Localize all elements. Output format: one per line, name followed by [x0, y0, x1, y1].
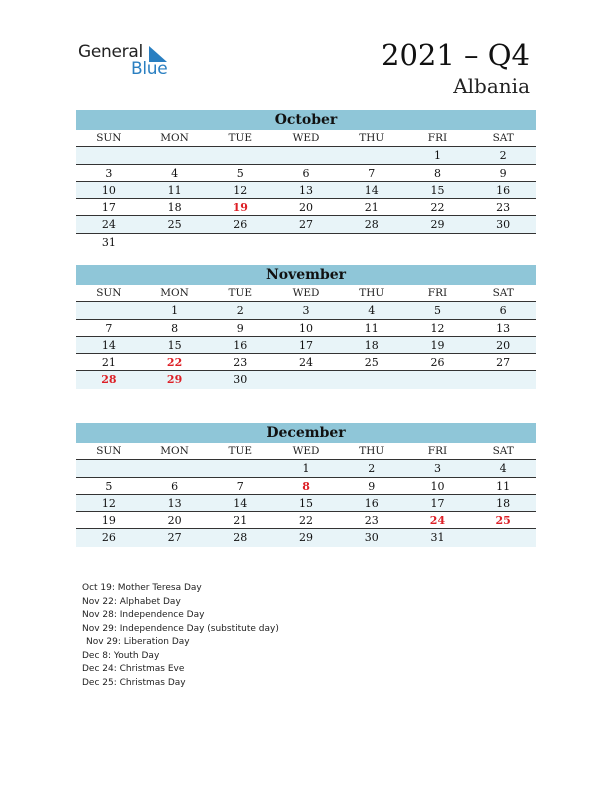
day-cell: 17 [299, 338, 314, 352]
month-december [76, 423, 536, 547]
day-cell: 5 [433, 304, 441, 318]
empty-cell [405, 234, 471, 251]
day-cell: 28 [233, 531, 248, 545]
month-header: November [76, 265, 536, 285]
day-cell: 24 [299, 356, 314, 370]
week-row [76, 337, 536, 354]
day-cell: 17 [430, 496, 445, 510]
weekday-label: SUN [96, 132, 122, 144]
day-cell: 27 [299, 218, 314, 232]
day-cell: 15 [167, 338, 182, 352]
day-cell: 18 [496, 496, 511, 510]
day-cell: 7 [105, 321, 113, 335]
empty-cell [76, 147, 142, 163]
empty-cell [207, 460, 273, 476]
day-cell: 30 [233, 373, 248, 387]
empty-cell [273, 147, 339, 163]
day-cell: 23 [496, 201, 511, 215]
day-cell: 15 [299, 496, 314, 510]
week-row [76, 460, 536, 477]
day-cell: 12 [430, 321, 445, 335]
day-cell: 3 [302, 304, 310, 318]
logo [78, 42, 178, 82]
day-cell: 6 [499, 304, 507, 318]
logo-blue-text: Blue [131, 59, 168, 79]
empty-cell [470, 371, 536, 388]
day-cell: 7 [368, 166, 376, 180]
day-cell: 27 [167, 531, 182, 545]
holiday-note: Nov 28: Independence Day [82, 610, 205, 620]
weekday-label: SAT [492, 287, 514, 299]
day-cell: 16 [233, 338, 248, 352]
week-row [76, 182, 536, 199]
holiday-note: Dec 8: Youth Day [82, 650, 160, 661]
weekday-label: FRI [427, 287, 448, 299]
day-cell: 26 [233, 218, 248, 232]
day-cell: 28 [364, 218, 379, 232]
day-cell: 8 [302, 479, 310, 493]
day-cell: 11 [364, 321, 379, 335]
day-cell: 18 [167, 201, 182, 215]
week-row [76, 302, 536, 319]
day-cell: 15 [430, 183, 445, 197]
week-row [76, 320, 536, 337]
empty-cell [207, 147, 273, 163]
day-cell: 2 [368, 462, 376, 476]
weekday-label: TUE [228, 287, 253, 299]
day-cell: 31 [430, 531, 445, 545]
day-cell: 13 [496, 321, 511, 335]
empty-cell [142, 147, 208, 163]
day-cell: 1 [433, 149, 441, 163]
country-name: Albania [453, 74, 530, 98]
day-cell: 12 [101, 496, 116, 510]
weekday-row [76, 443, 536, 460]
weekday-label: SAT [492, 132, 514, 144]
weekday-label: TUE [228, 445, 253, 457]
weekday-label: THU [359, 445, 385, 457]
weekday-label: SAT [492, 445, 514, 457]
day-cell: 5 [236, 166, 244, 180]
empty-cell [273, 234, 339, 251]
week-row [76, 199, 536, 216]
day-cell: 9 [236, 321, 244, 335]
day-cell: 8 [171, 321, 179, 335]
week-row [76, 354, 536, 371]
day-cell: 23 [364, 514, 379, 528]
month-october [76, 110, 536, 251]
day-cell: 25 [364, 356, 379, 370]
day-cell: 30 [364, 531, 379, 545]
day-cell: 14 [364, 183, 379, 197]
day-cell: 16 [364, 496, 379, 510]
day-cell: 2 [236, 304, 244, 318]
weekday-label: THU [359, 287, 385, 299]
weekday-label: FRI [427, 132, 448, 144]
day-cell: 25 [167, 218, 182, 232]
holiday-note: Dec 24: Christmas Eve [82, 664, 185, 674]
day-cell: 29 [430, 218, 445, 232]
holiday-note: Nov 29: Independence Day (substitute day) [82, 623, 279, 634]
weekday-row [76, 285, 536, 302]
weekday-label: FRI [427, 445, 448, 457]
day-cell: 8 [433, 166, 441, 180]
day-cell: 13 [299, 183, 314, 197]
weekday-label: SUN [96, 287, 122, 299]
empty-cell [405, 371, 471, 388]
day-cell: 27 [496, 356, 511, 370]
weekday-label: MON [160, 445, 189, 457]
holiday-notes [82, 582, 279, 690]
empty-cell [142, 460, 208, 476]
week-row [76, 529, 536, 546]
day-cell: 1 [171, 304, 179, 318]
day-cell: 20 [496, 338, 511, 352]
day-cell: 31 [101, 235, 116, 249]
day-cell: 22 [166, 356, 183, 370]
day-cell: 4 [171, 166, 179, 180]
empty-cell [470, 529, 536, 546]
weekday-label: THU [359, 132, 385, 144]
week-row [76, 234, 536, 251]
day-cell: 14 [101, 338, 116, 352]
day-cell: 24 [101, 218, 116, 232]
day-cell: 22 [430, 201, 445, 215]
day-cell: 19 [232, 201, 248, 215]
day-cell: 21 [364, 201, 379, 215]
day-cell: 3 [105, 166, 113, 180]
empty-cell [76, 460, 142, 476]
day-cell: 24 [429, 514, 446, 528]
day-cell: 18 [364, 338, 379, 352]
day-cell: 21 [101, 356, 116, 370]
holiday-note: Oct 19: Mother Teresa Day [82, 583, 202, 593]
day-cell: 4 [368, 304, 376, 318]
weekday-row [76, 130, 536, 147]
day-cell: 5 [105, 479, 113, 493]
month-november [76, 265, 536, 389]
day-cell: 29 [299, 531, 314, 545]
day-cell: 19 [101, 514, 116, 528]
day-cell: 12 [233, 183, 248, 197]
day-cell: 28 [101, 373, 117, 387]
day-cell: 10 [299, 321, 314, 335]
day-cell: 21 [233, 514, 248, 528]
day-cell: 9 [368, 479, 376, 493]
day-cell: 17 [101, 201, 116, 215]
empty-cell [470, 234, 536, 251]
day-cell: 20 [167, 514, 182, 528]
day-cell: 10 [430, 479, 445, 493]
weekday-label: TUE [228, 132, 253, 144]
weekday-label: WED [292, 132, 320, 144]
empty-cell [339, 147, 405, 163]
empty-cell [76, 302, 142, 318]
day-cell: 3 [433, 462, 441, 476]
empty-cell [273, 371, 339, 388]
day-cell: 25 [495, 514, 511, 528]
day-cell: 6 [171, 479, 179, 493]
day-cell: 13 [167, 496, 182, 510]
day-cell: 20 [299, 201, 314, 215]
day-cell: 11 [167, 183, 182, 197]
logo-general-text: General [78, 42, 143, 62]
empty-cell [207, 234, 273, 251]
day-cell: 29 [166, 373, 183, 387]
day-cell: 4 [499, 462, 507, 476]
weekday-label: MON [160, 132, 189, 144]
day-cell: 16 [496, 183, 511, 197]
day-cell: 11 [496, 479, 511, 493]
week-row [76, 512, 536, 529]
week-row [76, 147, 536, 164]
empty-cell [339, 371, 405, 388]
day-cell: 14 [233, 496, 248, 510]
week-row [76, 216, 536, 233]
week-row [76, 371, 536, 388]
day-cell: 6 [302, 166, 310, 180]
week-row [76, 165, 536, 182]
empty-cell [142, 234, 208, 251]
day-cell: 22 [299, 514, 314, 528]
day-cell: 10 [101, 183, 116, 197]
day-cell: 9 [499, 166, 507, 180]
month-header: October [76, 110, 536, 130]
day-cell: 1 [302, 462, 310, 476]
holiday-note: Nov 22: Alphabet Day [82, 596, 181, 607]
weekday-label: MON [160, 287, 189, 299]
empty-cell [339, 234, 405, 251]
day-cell: 7 [236, 479, 244, 493]
page-title: 2021 – Q4 [381, 38, 530, 72]
week-row [76, 478, 536, 495]
month-header: December [76, 423, 536, 443]
day-cell: 26 [101, 531, 116, 545]
holiday-note: Dec 25: Christmas Day [82, 677, 186, 688]
day-cell: 26 [430, 356, 445, 370]
weekday-label: WED [292, 445, 320, 457]
weekday-label: WED [292, 287, 320, 299]
weekday-label: SUN [96, 445, 122, 457]
day-cell: 23 [233, 356, 248, 370]
day-cell: 2 [499, 149, 507, 163]
week-row [76, 495, 536, 512]
day-cell: 19 [430, 338, 445, 352]
holiday-note: Nov 29: Liberation Day [86, 637, 190, 647]
day-cell: 30 [496, 218, 511, 232]
